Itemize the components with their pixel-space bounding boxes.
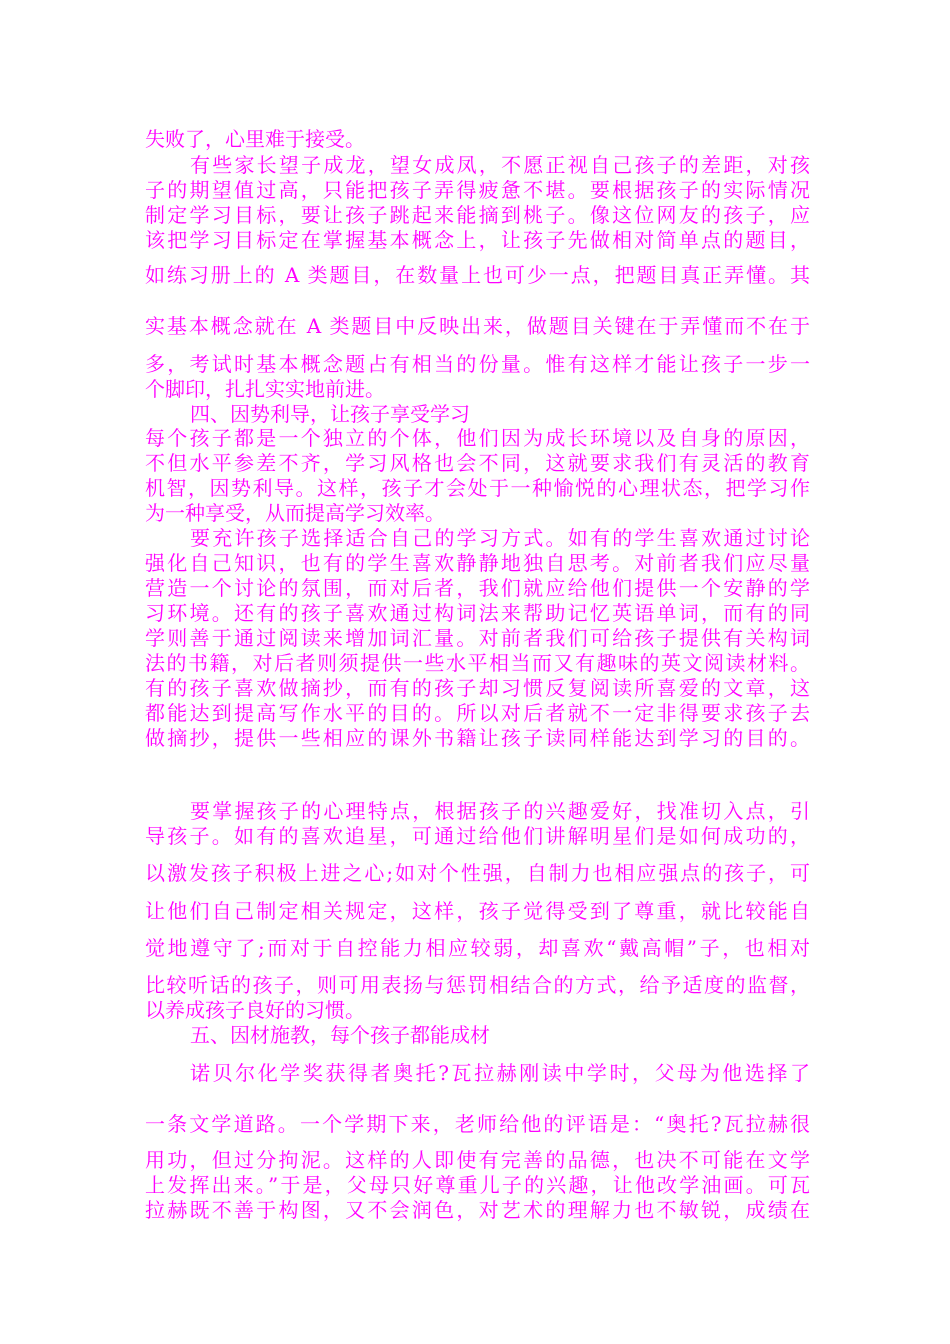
text-line: 为一种享受，从而提高学习效率。 xyxy=(145,501,445,525)
text-line: 要掌握孩子的心理特点，根据孩子的兴趣爱好，找准切入点，引 xyxy=(190,799,810,823)
text-line: 如练习册上的 A 类题目，在数量上也可少一点，把题目真正弄懂。其 xyxy=(145,263,810,287)
text-line: 每个孩子都是一个独立的个体，他们因为成长环境以及自身的原因， xyxy=(145,426,810,450)
text-line: 该把学习目标定在掌握基本概念上，让孩子先做相对简单点的题目， xyxy=(145,228,810,252)
text-line: 强化自己知识，也有的学生喜欢静静地独自思考。对前者我们应尽量 xyxy=(145,551,810,575)
text-line: 让他们自己制定相关规定，这样，孩子觉得受到了尊重，就比较能自 xyxy=(145,899,810,923)
text-line: 实基本概念就在 A 类题目中反映出来，做题目关键在于弄懂而不在于 xyxy=(145,314,810,338)
text-line: 都能达到提高写作水平的目的。所以对后者就不一定非得要求孩子去 xyxy=(145,701,810,725)
text-line: 做摘抄，提供一些相应的课外书籍让孩子读同样能达到学习的目的。 xyxy=(145,726,810,750)
text-line: 以激发孩子积极上进之心;如对个性强，自制力也相应强点的孩子，可 xyxy=(145,861,810,885)
text-line: 多，考试时基本概念题占有相当的份量。惟有这样才能让孩子一步一 xyxy=(145,352,810,376)
section-heading: 五、因材施教，每个孩子都能成材 xyxy=(190,1023,490,1047)
text-line: 导孩子。如有的喜欢追星，可通过给他们讲解明星们是如何成功的， xyxy=(145,824,810,848)
section-heading: 四、因势利导，让孩子享受学习 xyxy=(190,402,470,426)
text-line: 机智，因势利导。这样，孩子才会处于一种愉悦的心理状态，把学习作 xyxy=(145,476,810,500)
text-line: 子的期望值过高，只能把孩子弄得疲惫不堪。要根据孩子的实际情况 xyxy=(145,178,810,202)
text-line: 要充许孩子选择适合自己的学习方式。如有的学生喜欢通过讨论 xyxy=(190,526,810,550)
text-line: 学则善于通过阅读来增加词汇量。对前者我们可给孩子提供有关构词 xyxy=(145,626,810,650)
text-line: 觉地遵守了;而对于自控能力相应较弱，却喜欢“戴高帽”子，也相对 xyxy=(145,936,810,960)
text-line: 营造一个讨论的氛围，而对后者，我们就应给他们提供一个安静的学 xyxy=(145,576,810,600)
text-line: 有的孩子喜欢做摘抄，而有的孩子却习惯反复阅读所喜爱的文章，这 xyxy=(145,676,810,700)
text-line: 拉赫既不善于构图，又不会润色，对艺术的理解力也不敏锐，成绩在 xyxy=(145,1198,810,1222)
text-line: 习环境。还有的孩子喜欢通过构词法来帮助记忆英语单词，而有的同 xyxy=(145,601,810,625)
text-line: 比较听话的孩子，则可用表扬与惩罚相结合的方式，给予适度的监督， xyxy=(145,973,810,997)
text-line: 用功，但过分拘泥。这样的人即使有完善的品德，也决不可能在文学 xyxy=(145,1148,810,1172)
text-line: 有些家长望子成龙，望女成凤，不愿正视自己孩子的差距，对孩 xyxy=(190,153,810,177)
text-line: 制定学习目标，要让孩子跳起来能摘到桃子。像这位网友的孩子，应 xyxy=(145,203,810,227)
text-line: 以养成孩子良好的习惯。 xyxy=(145,998,365,1022)
text-line: 一条文学道路。一个学期下来，老师给他的评语是：“奥托?瓦拉赫很 xyxy=(145,1112,810,1136)
text-line: 失败了，心里难于接受。 xyxy=(145,127,365,151)
text-line: 不但水平参差不齐，学习风格也会不同，这就要求我们有灵活的教育 xyxy=(145,451,810,475)
text-line: 上发挥出来。”于是，父母只好尊重儿子的兴趣，让他改学油画。可瓦 xyxy=(145,1173,810,1197)
text-line: 法的书籍，对后者则须提供一些水平相当而又有趣味的英文阅读材料。 xyxy=(145,651,810,675)
text-line: 个脚印，扎扎实实地前进。 xyxy=(145,377,385,401)
text-line: 诺贝尔化学奖获得者奥托?瓦拉赫刚读中学时，父母为他选择了 xyxy=(190,1061,810,1085)
